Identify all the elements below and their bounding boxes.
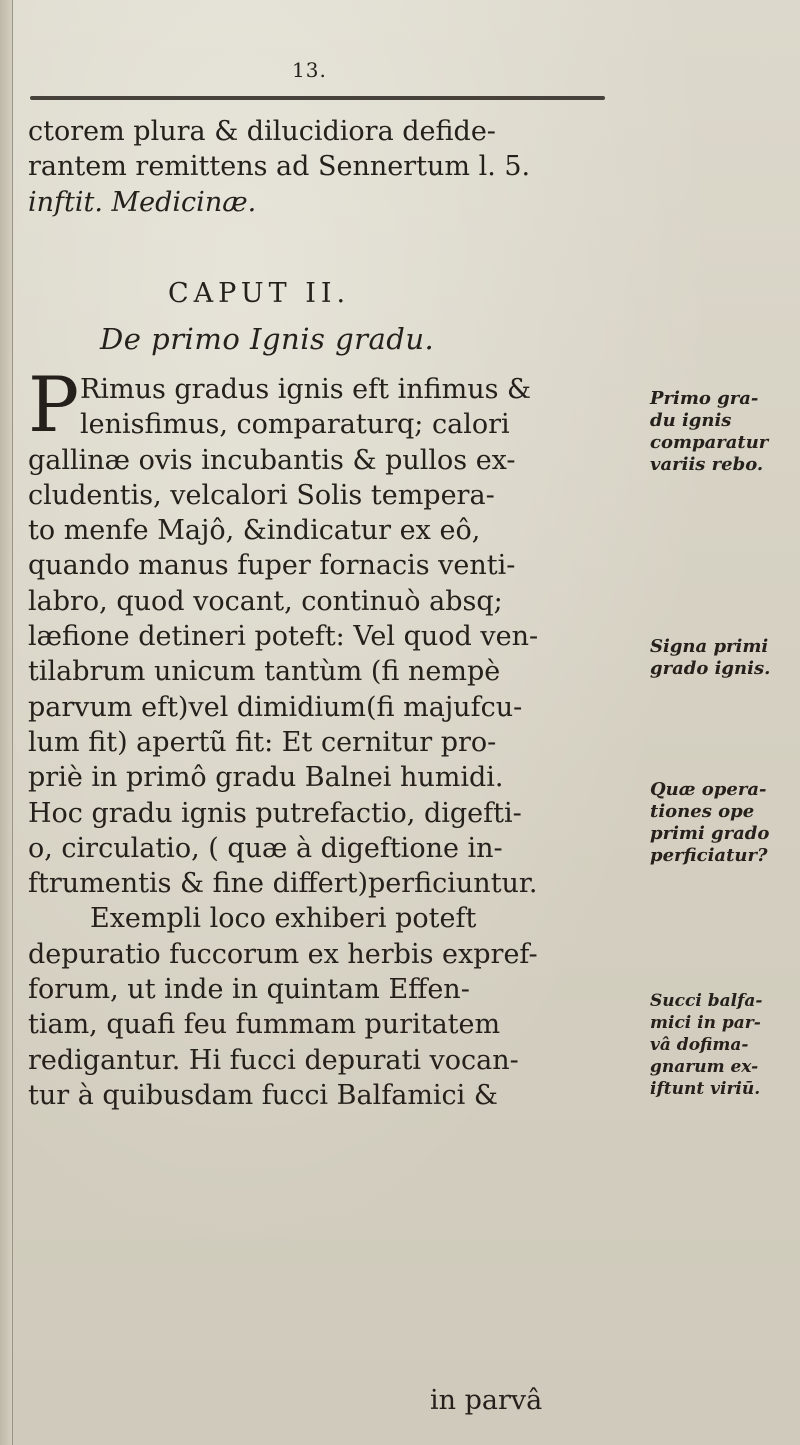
- drop-cap: P: [28, 360, 80, 449]
- main-paragraph: [28, 360, 648, 1113]
- text-line: Exempli loco exhiberi poteft: [90, 903, 477, 935]
- text-line: parvum eft)vel dimidium(fi majufcu-: [28, 691, 523, 723]
- text-line: rantem remittens ad Sennertum l. 5.: [28, 151, 531, 183]
- margin-note-line: variis rebo.: [650, 454, 764, 475]
- text-line: ftrumentis & fine differt)perficiuntur.: [28, 868, 538, 900]
- text-line: to menfe Majô, &indicatur ex eô,: [28, 515, 481, 547]
- margin-note-line: comparatur: [650, 432, 769, 453]
- margin-note-line: mici in par-: [650, 1013, 761, 1033]
- catchword: in parvâ: [430, 1385, 543, 1416]
- header-rule: [30, 96, 605, 100]
- margin-note-line: Quæ opera-: [650, 779, 767, 800]
- margin-note-line: perficiatur?: [650, 845, 768, 866]
- text-line: priè in primô gradu Balnei humidi.: [28, 762, 504, 794]
- continuation-text: [28, 114, 648, 220]
- margin-note-line: vâ dofima-: [650, 1035, 749, 1055]
- margin-note-line: iftunt viriū.: [650, 1079, 761, 1099]
- text-line: forum, ut inde in quintam Effen-: [28, 974, 470, 1006]
- text-line: o, circulatio, ( quæ à digeftione in-: [28, 832, 503, 864]
- text-line: labro, quod vocant, continuò absq;: [28, 585, 503, 617]
- chapter-subheading: De primo Ignis gradu.: [100, 322, 435, 356]
- margin-note: [650, 388, 800, 476]
- text-line: læfione detineri poteft: Vel quod ven-: [28, 621, 539, 653]
- text-line: cludentis, velcalori Solis tempera-: [28, 479, 495, 511]
- margin-note-line: du ignis: [650, 410, 732, 431]
- page-binding-edge: [0, 0, 13, 1445]
- text-line: Hoc gradu ignis putrefactio, digefti-: [28, 797, 522, 829]
- text-line: lenisfimus, comparaturq; calori: [80, 409, 510, 441]
- text-line: gallinæ ovis incubantis & pullos ex-: [28, 444, 516, 476]
- text-line: tilabrum unicum tantùm (fi nempè: [28, 656, 501, 688]
- text-line: tur à quibusdam fucci Balfamici &: [28, 1079, 498, 1111]
- text-line: redigantur. Hi fucci depurati vocan-: [28, 1044, 519, 1076]
- text-line: lum fit) apertũ fit: Et cernitur pro-: [28, 726, 497, 758]
- text-line: inftit. Medicinæ.: [28, 186, 257, 218]
- margin-note-line: Primo gra-: [650, 388, 759, 409]
- margin-note: [650, 636, 800, 680]
- margin-note-line: grado ignis.: [650, 658, 771, 679]
- margin-note: [650, 990, 800, 1100]
- text-line: depuratio fuccorum ex herbis expref-: [28, 938, 538, 970]
- text-line: Rimus gradus ignis eft infimus &: [80, 374, 532, 405]
- margin-note-line: primi grado: [650, 823, 770, 844]
- margin-note-line: Signa primi: [650, 636, 769, 657]
- margin-note-line: Succi balfa-: [650, 991, 763, 1011]
- margin-note: [650, 779, 800, 867]
- page-number: 13.: [292, 58, 327, 82]
- chapter-heading: CAPUT II.: [168, 278, 351, 309]
- margin-note-line: tiones ope: [650, 801, 755, 822]
- text-line: tiam, quafi feu fummam puritatem: [28, 1009, 501, 1041]
- text-line: ctorem plura & dilucidiora defide-: [28, 116, 496, 147]
- margin-note-line: gnarum ex-: [650, 1057, 759, 1077]
- text-line: quando manus fuper fornacis venti-: [28, 550, 516, 582]
